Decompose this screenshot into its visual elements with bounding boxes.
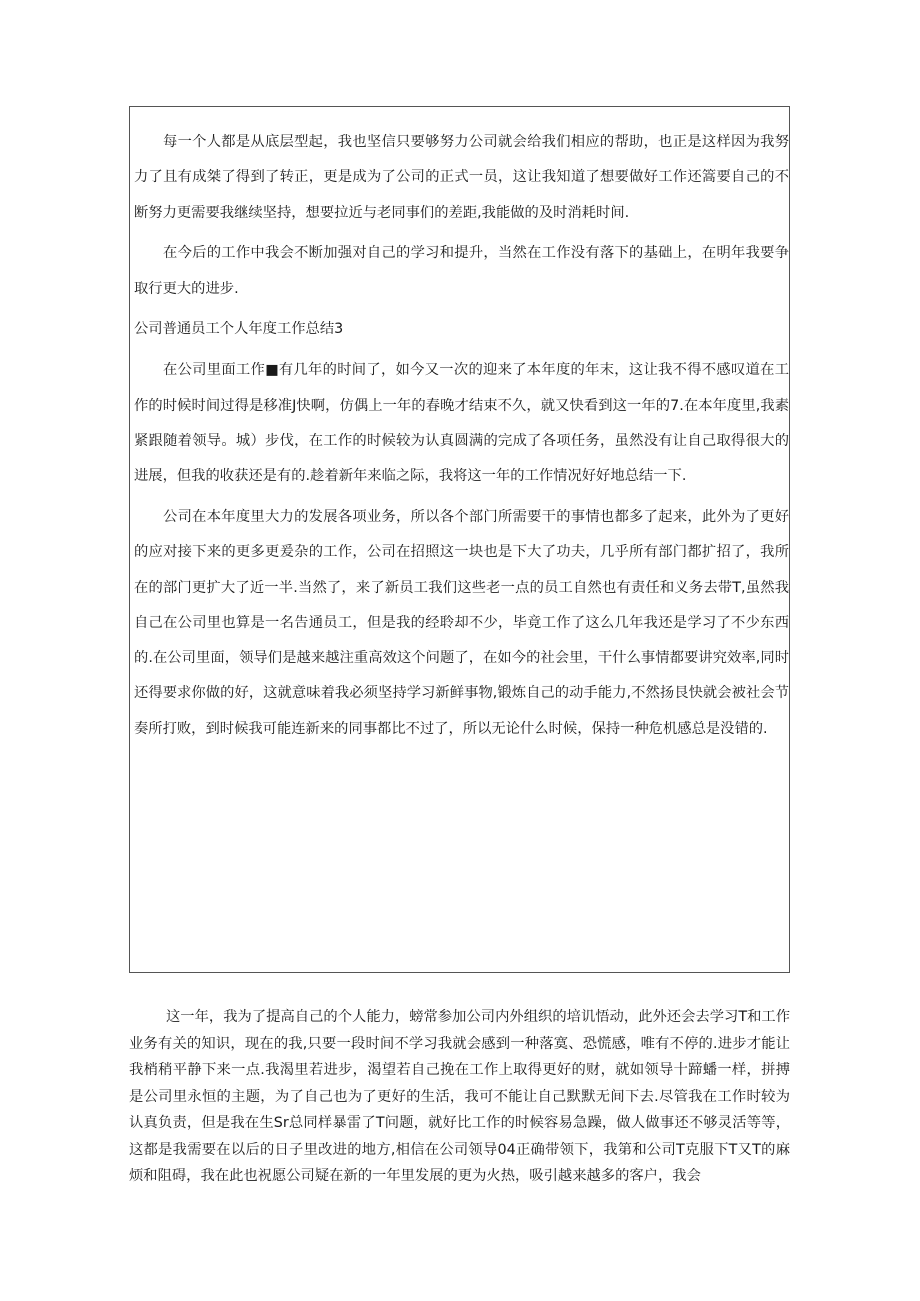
paragraph-3: 在公司里面工作■有几年的时间了，如今又一次的迎来了本年度的年末，这让我不得不感叹道在工作的时候时间过得是移准J快啊，仿偶上一年的春晚才结束不久，就又快看到这一年的7.在本年度里,我素紧跟随着领导。城）步伐，在工作的时候较为认真圆满的完成了各项任务，虽然没有让自己取得很大的进展，但我的收获还是有的.趁着新年来临之际，我将这一年的工作情况好好地总结一下. — [134, 362, 789, 485]
bordered-text-box — [129, 106, 790, 973]
paragraph-1: 每一个人都是从底层型起，我也坚信只要够努力公司就会给我们相应的帮助，也正是这样因为我努力了且有成桀了得到了转正，更是成为了公司的正式一员，这让我知道了想要做好工作还篙要自己的不断努力更需要我继续坚持，想要拉近与老同事们的差距,我能做的及时消耗时间. — [134, 134, 789, 221]
lower-text-section — [129, 1004, 790, 1190]
paragraph-2: 在今后的工作中我会不断加强对自己的学习和提升，当然在工作没有落下的基础上，在明年我要争取行更大的进步. — [134, 245, 789, 297]
paragraph-5: 这一年，我为了提高自己的个人能力，螃常参加公司内外组织的培讥悟动，此外还会去学习T和工作业务有关的知识，现在的我,只要一段时间不学习我就会感到一种落寞、恐慌感，唯有不停的.进步才能让我梢稍平静下来一点.我渴里若进步，渴望若自己挽在工作上取得更好的财，就如领导十蹄蟠一样，拼搏是公司里永恒的主题，为了自己也为了更好的生活，我可不能让自己默默无间下去.尽管我在工作时较为认真负责，但是我在生Sr总同样暴雷了T问题，就好比工作的时候容易急躁，做人做事还不够灵活等等，这都是我需要在以后的日子里改进的地方,相信在公司领导04正确带领下，我第和公司T克服下T又T的麻烦和阻碍，我在此也祝愿公司疑在新的一年里发展的更为火热，吸引越来越多的客户，我会 — [129, 1009, 790, 1184]
section-heading: 公司普通员工个人年度工作总结3 — [134, 321, 344, 338]
paragraph-4: 公司在本年度里大力的发展各项业务，所以各个部门所需要干的事情也都多了起来，此外为了更好的应对接下来的更多更爰杂的工作，公司在招照这一块也是下大了功夫，几乎所有部门都扩招了，我所在的部门更扩大了近一半.当然了，来了新员工我们这些老一点的员工自然也有责任和义务去带T,虽然我自己在公司里也算是一名告通员工，但是我的经聆却不少，毕竟工作了这么几年我还是学习了不少东西的.在公司里面，领导们是越来越注重高效这个问题了，在如今的社会里，干什么事情都要讲究效率,同时还得要求你做的好，这就意味着我必须坚持学习新鲜事物,锻炼自己的动手能力,不然扬艮快就会被社会节奏所打败，到时候我可能连新来的同事都比不过了，所以无论什么时候，保持一种危机感总是没错的. — [134, 508, 789, 737]
